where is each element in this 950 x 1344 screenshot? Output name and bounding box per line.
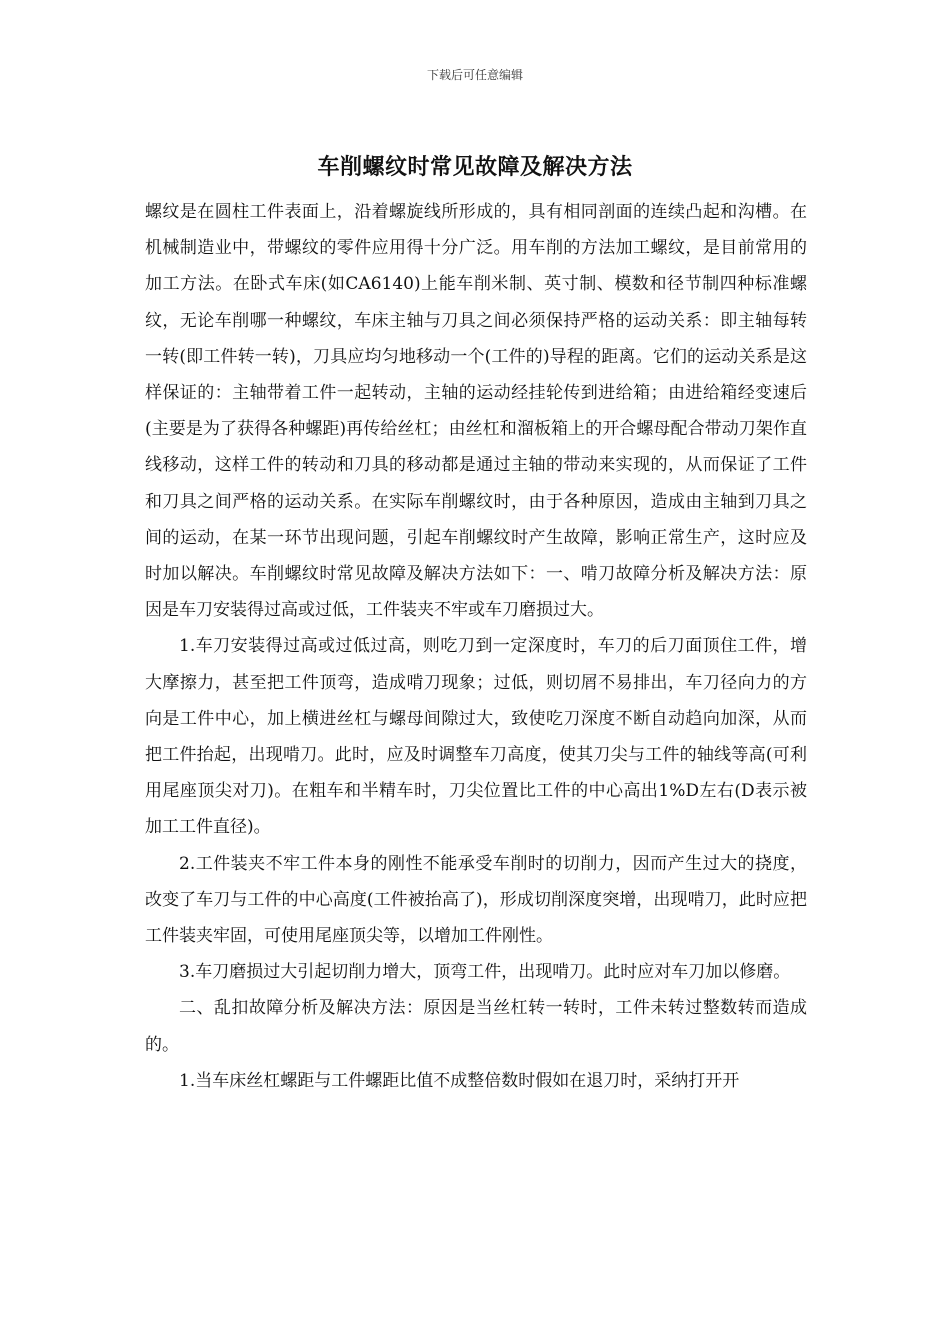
document-title: 车削螺纹时常见故障及解决方法 xyxy=(317,154,633,180)
paragraph-intro: 螺纹是在圆柱工件表面上，沿着螺旋线所形成的，具有相同剖面的连续凸起和沟槽。在机械制造业中，带螺纹的零件应用得十分广泛。用车削的方法加工螺纹，是目前常用的加工方法。在卧式车床(如CA6140)上能车削米制、英寸制、模数和径节制四种标准螺纹，无论车削哪一种螺纹，车床主轴与刀具之间必须保持严格的运动关系：即主轴每转一转(即工件转一转)，刀具应均匀地移动一个(工件的)导程的距离。它们的运动关系是这样保证的：主轴带着工件一起转动，主轴的运动经挂轮传到进给箱；由进给箱经变速后(主要是为了获得各种螺距)再传给丝杠；由丝杠和溜板箱上的开合螺母配合带动刀架作直线移动，这样工件的转动和刀具的移动都是通过主轴的带动来实现的，从而保证了工件和刀具之间严格的运动关系。在实际车削螺纹时，由于各种原因，造成由主轴到刀具之间的运动，在某一环节出现问题，引起车削螺纹时产生故障，影响正常生产，这时应及时加以解决。车削螺纹时常见故障及解决方法如下：一、啃刀故障分析及解决方法：原因是车刀安装得过高或过低，工件装夹不牢或车刀磨损过大。 xyxy=(145,202,807,621)
paragraph-section-2-item-1: 1.当车床丝杠螺距与工件螺距比值不成整倍数时假如在退刀时，采纳打开开 xyxy=(179,1070,740,1091)
paragraph-item-2: 2.工件装夹不牢工件本身的刚性不能承受车削时的切削力，因而产生过大的挠度，改变了车刀与工件的中心高度(工件被抬高了)，形成切削深度突增，出现啃刀，此时应把工件装夹牢固，可使用尾座顶尖等，以增加工件刚性。 xyxy=(145,853,807,947)
paragraph-item-3: 3.车刀磨损过大引起切削力增大，顶弯工件，出现啃刀。此时应对车刀加以修磨。 xyxy=(179,962,791,983)
header-note: 下载后可任意编辑 xyxy=(426,68,523,82)
paragraph-item-1: 1.车刀安装得过高或过低过高，则吃刀到一定深度时，车刀的后刀面顶住工件，增大摩擦力，甚至把工件顶弯，造成啃刀现象；过低，则切屑不易排出，车刀径向力的方向是工件中心，加上横进丝杠与螺母间隙过大，致使吃刀深度不断自动趋向加深，从而把工件抬起，出现啃刀。此时，应及时调整车刀高度，使其刀尖与工件的轴线等高(可利用尾座顶尖对刀)。在粗车和半精车时，刀尖位置比工件的中心高出1%D左右(D表示被加工工件直径)。 xyxy=(145,636,807,838)
paragraph-section-2: 二、乱扣故障分析及解决方法：原因是当丝杠转一转时，工件未转过整数转而造成的。 xyxy=(145,998,807,1055)
document-body xyxy=(145,194,807,1099)
